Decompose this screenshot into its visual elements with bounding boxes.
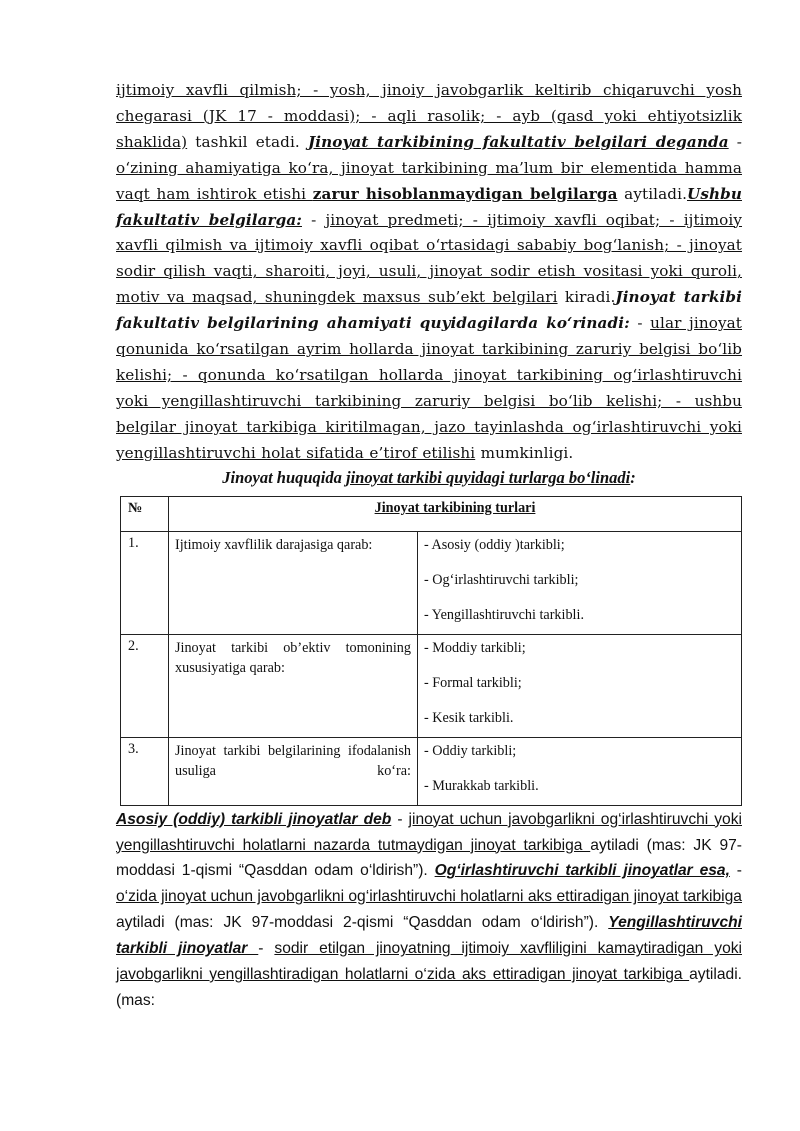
row-criterion: Jinoyat tarkibi belgilarining ifodalanish usuliga ko‘ra: (169, 737, 418, 805)
option-item: - Og‘irlashtiruvchi tarkibli; (424, 571, 579, 588)
table-header-row (121, 496, 742, 531)
text-run: sodir etilgan jinoyatning ijtimoiy xavfliligini kamaytiradigan yoki javobgarlikni yengillashtiradigan holatlarni o‘zida aks ettiradigan jinoyat tarkibiga (116, 940, 742, 984)
column-header-title: Jinoyat tarkibining turlari (169, 496, 742, 531)
text-run: aytiladi (mas: JK 97-moddasi 2-qismi “Qasddan odam o‘ldirish”). (116, 914, 609, 932)
term-yengillashtiruvchi: Yengillashtiruvchi tarkibli jinoyatlar (116, 914, 742, 958)
row-options (418, 634, 742, 737)
term-asosiy: Asosiy (oddiy) tarkibli jinoyatlar deb (116, 810, 392, 828)
paragraph-fakultativ-belgilar (116, 78, 742, 467)
row-number: 1. (121, 531, 169, 634)
text-run: aytiladi. (617, 184, 687, 203)
term-ahamiyati: Jinoyat tarkibi fakultativ belgilarining ahamiyati quyidagilarda ko‘rinadi: (116, 288, 742, 333)
term-ushbu-belgilar: Ushbu fakultativ belgilarga: (116, 184, 742, 229)
text-run: - (729, 862, 742, 880)
option-item: - Moddiy tarkibli; (424, 639, 526, 656)
column-header-number: № (121, 496, 169, 531)
text-run: aytiladi. (mas: (116, 966, 742, 1009)
text-run: aytiladi (mas: JK 97-moddasi 1-qismi “Qasddan odam o‘ldirish”). (116, 836, 742, 880)
text-run: - (301, 210, 326, 229)
option-item: - Asosiy (oddiy )tarkibli; (424, 536, 565, 553)
row-options (418, 531, 742, 634)
heading-suffix: : (630, 467, 636, 487)
row-number: 2. (121, 634, 169, 737)
text-run: o‘zining ahamiyatiga ko‘ra, jinoyat tarkibining ma’lum bir elementida hamma vaqt ham ishtirok etishi (116, 158, 742, 203)
heading-underlined: jinoyat tarkibi quyidagi turlarga bo‘linadi (346, 467, 631, 487)
row-number: 3. (121, 737, 169, 805)
text-run: o‘zida jinoyat uchun javobgarlikni og‘irlashtiruvchi holatlarni aks ettiradigan jinoyat tarkibiga (116, 888, 742, 906)
paragraph-tarkib-turlari (116, 807, 742, 1014)
option-item: - Formal tarkibli; (424, 674, 522, 691)
crime-types-table (120, 496, 742, 806)
text-run: tashkil etadi. (187, 132, 308, 151)
option-item: - Kesik tarkibli. (424, 709, 514, 726)
option-item: - Murakkab tarkibli. (424, 777, 539, 794)
row-options (418, 737, 742, 805)
heading-prefix: Jinoyat huquqida (222, 467, 347, 487)
text-run: ijtimoiy xavfli qilmish; - yosh, jinoiy javobgarlik keltirib chiqaruvchi yosh chegarasi (JK 17 - moddasi); - aqli rasolik; - ayb (qasd yoki ehtiyotsizlik shaklida) (116, 81, 742, 151)
text-run: - (391, 810, 409, 828)
option-item: - Yengillashtiruvchi tarkibli. (424, 606, 584, 623)
text-run: jinoyat predmeti; - ijtimoiy xavfli oqibat; - ijtimoiy xavfli qilmish va ijtimoiy xavfli oqibat o‘rtasidagi sababiy bog‘lanish; - jinoyat sodir qilish vaqti, sharoiti, joyi, usuli, jinoyat sodir etish vositasi yoki quroli, motiv va maqsad, shuningdek maxsus sub’ekt belgilari (116, 210, 743, 307)
table-row (121, 531, 742, 634)
table-row (121, 634, 742, 737)
term-ogirlashtiruvchi: Og‘irlashtiruvchi tarkibli jinoyatlar esa, (434, 862, 730, 880)
text-run: - (728, 132, 742, 151)
section-heading (116, 467, 742, 489)
table-row (121, 737, 742, 805)
text-run: mumkinligi. (475, 443, 574, 462)
option-item: - Oddiy tarkibli; (424, 742, 517, 759)
text-run: kiradi. (557, 288, 616, 307)
text-run: - (258, 940, 275, 958)
document-page (116, 78, 742, 1014)
term-fakultativ-belgilar: Jinoyat tarkibining fakultativ belgilari deganda (307, 132, 729, 151)
text-run: jinoyat uchun javobgarlikni og‘irlashtiruvchi yoki yengillashtiruvchi holatlarni nazarda tutmaydigan jinoyat tarkibiga (116, 810, 742, 854)
emphasis-zarur: zarur hisoblanmaydigan belgilarga (312, 184, 618, 203)
text-run: ular jinoyat qonunida ko‘rsatilgan ayrim hollarda jinoyat tarkibining zaruriy belgisi bo‘lib kelishi; - qonunda ko‘rsatilgan hollarda jinoyat tarkibining og‘irlashtiruvchi yoki yengillashtiruvchi tarkibining zaruriy belgisi bo‘lib kelishi; - ushbu belgilar jinoyat tarkibiga kiritilmagan, jazo tayinlashda og‘irlashtiruvchi yoki yengillashtiruvchi holat sifatida e’tirof etilishi (116, 314, 742, 462)
row-criterion: Ijtimoiy xavflilik darajasiga qarab: (169, 531, 418, 634)
text-run: - (629, 314, 651, 333)
row-criterion: Jinoyat tarkibi ob’ektiv tomonining xususiyatiga qarab: (169, 634, 418, 737)
